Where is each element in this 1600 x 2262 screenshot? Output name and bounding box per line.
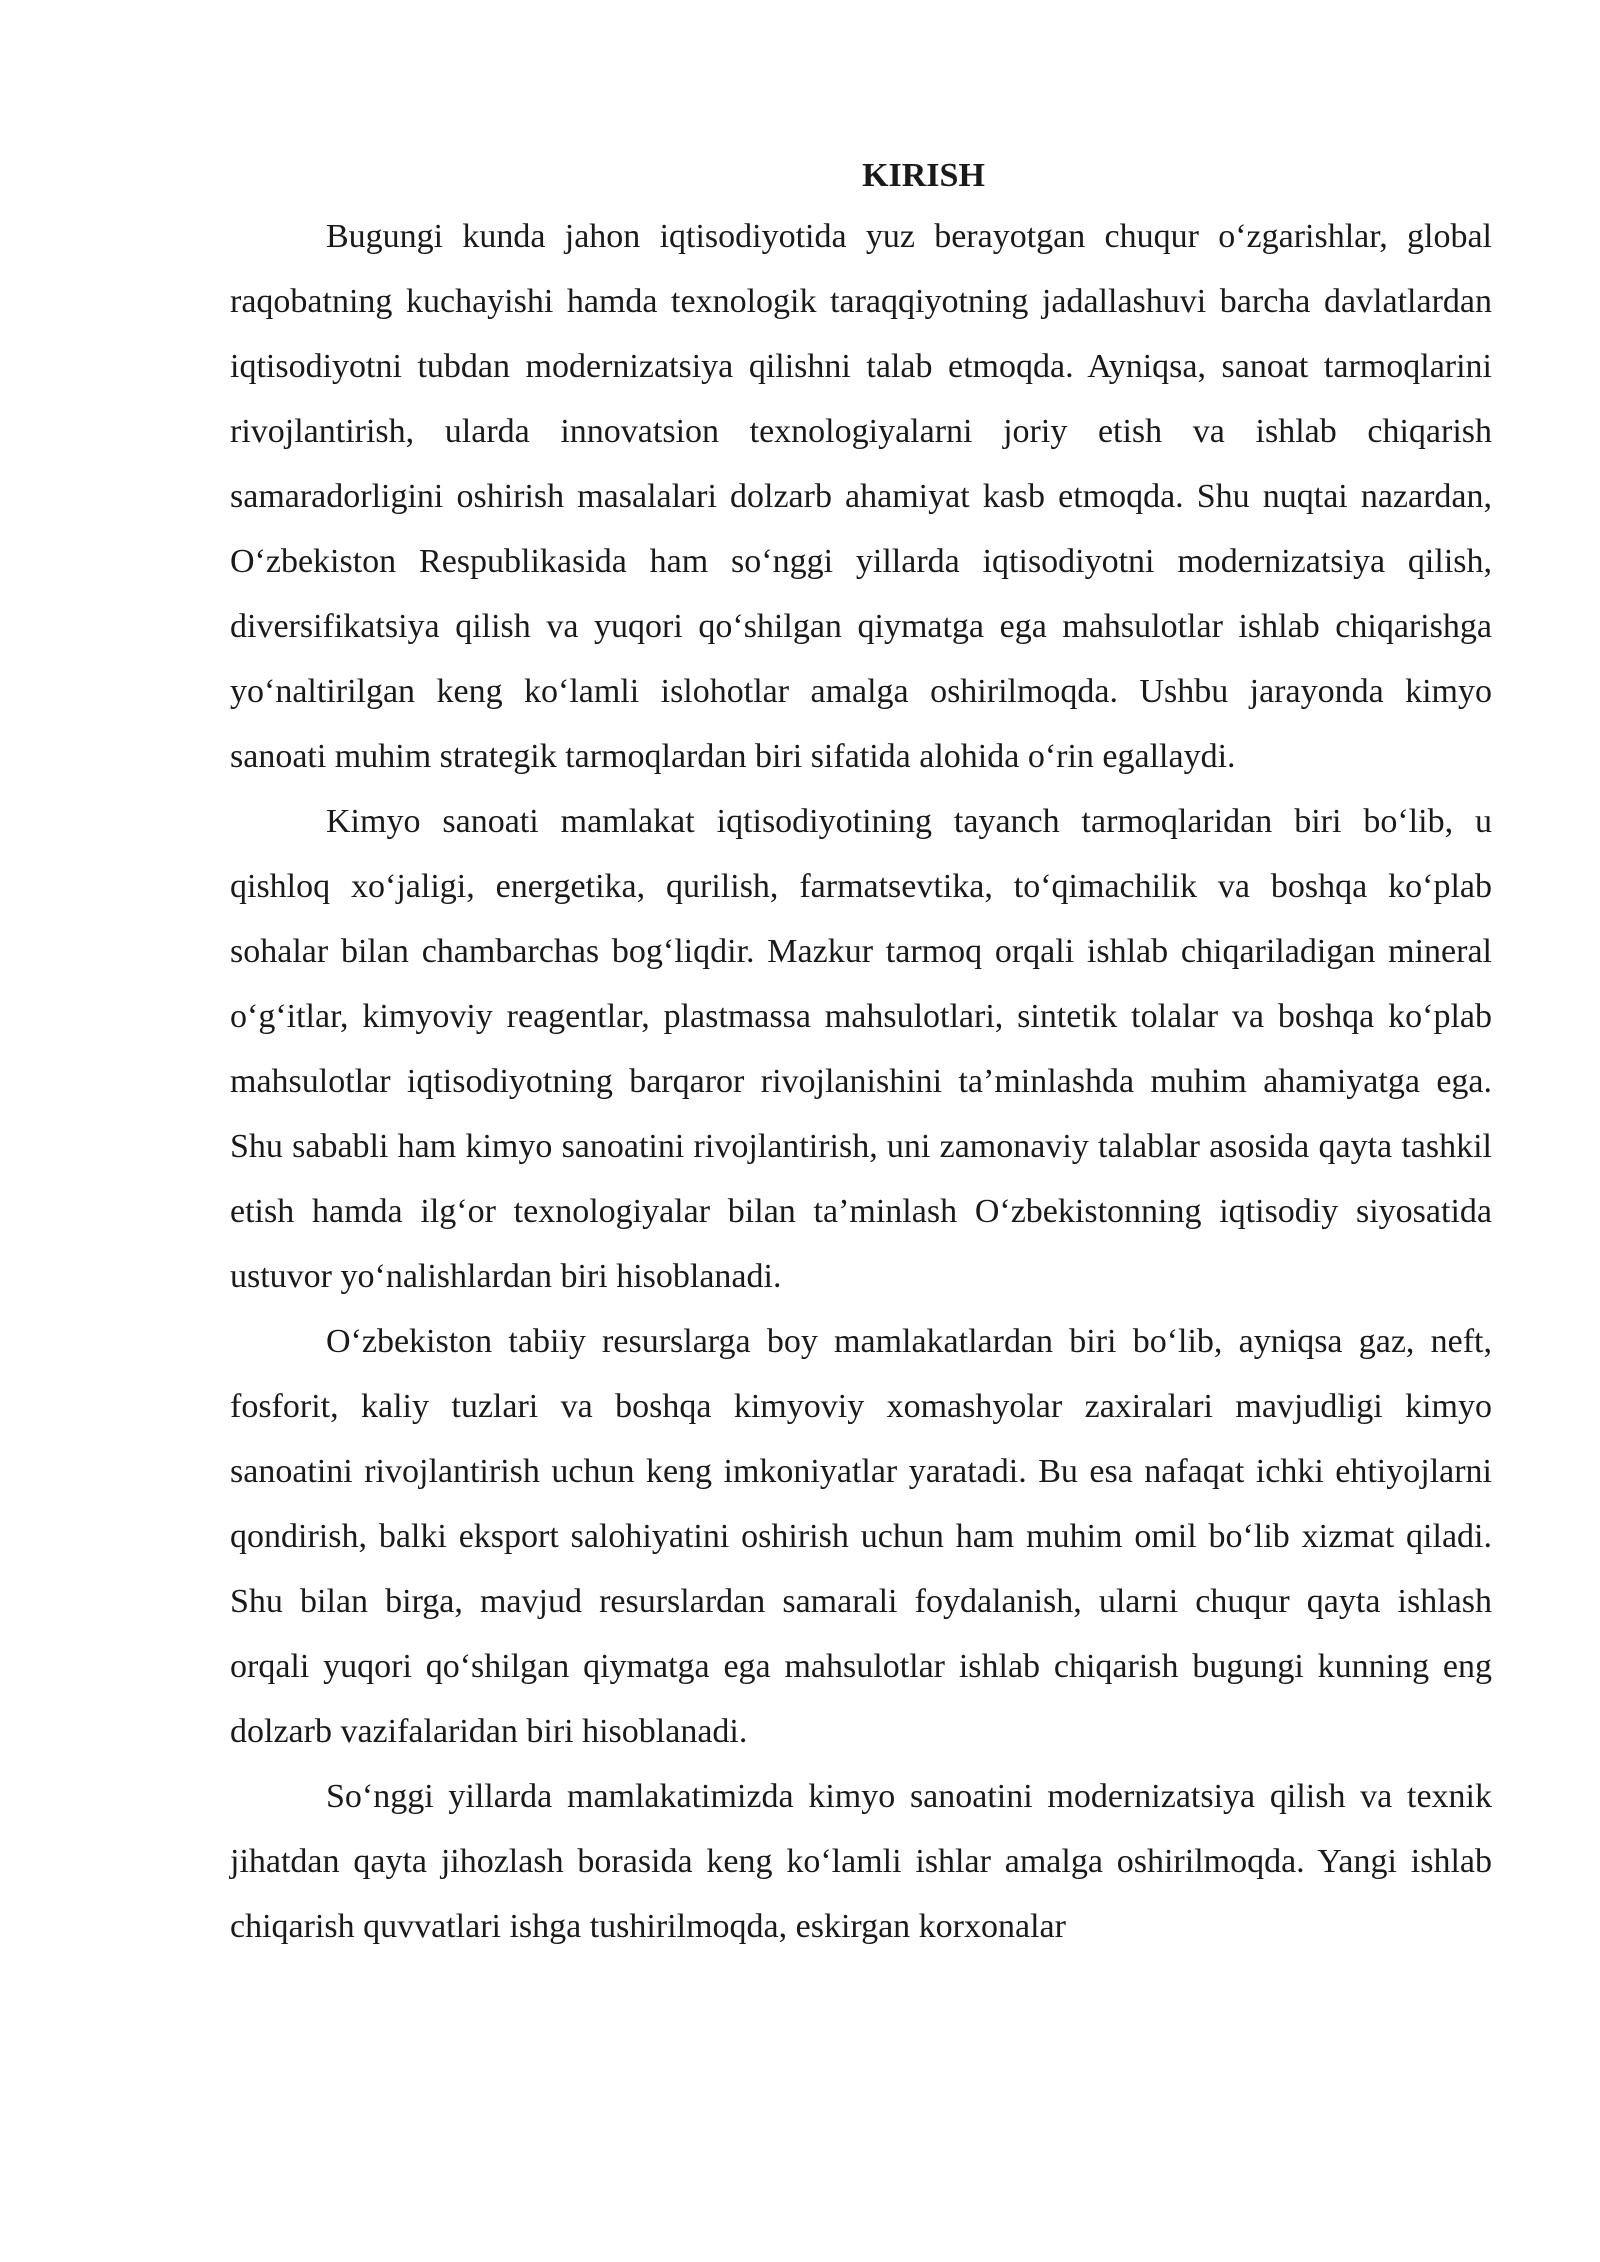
paragraph-1: Bugungi kunda jahon iqtisodiyotida yuz berayotgan chuqur o‘zgarishlar, global raqobatning kuchayishi hamda texnologik taraqqiyotning jadallashuvi barcha davlatlardan iqtisodiyotni tubdan modernizatsiya qilishni talab etmoqda. Ayniqsa, sanoat tarmoqlarini rivojlantirish, ularda innovatsion texnologiyalarni joriy etish va ishlab chiqarish samaradorligini oshirish masalalari dolzarb ahamiyat kasb etmoqda. Shu nuqtai nazardan, O‘zbekiston Respublikasida ham so‘nggi yillarda iqtisodiyotni modernizatsiya qilish, diversifikatsiya qilish va yuqori qo‘shilgan qiymatga ega mahsulotlar ishlab chiqarishga yo‘naltirilgan keng ko‘lamli islohotlar amalga oshirilmoqda. Ushbu jarayonda kimyo sanoati muhim strategik tarmoqlardan biri sifatida alohida o‘rin egallaydi. — [230, 218, 1492, 775]
document-body — [230, 148, 1492, 1959]
paragraph-2: Kimyo sanoati mamlakat iqtisodiyotining tayanch tarmoqlaridan biri bo‘lib, u qishloq xo‘jaligi, energetika, qurilish, farmatsevtika, to‘qimachilik va boshqa ko‘plab sohalar bilan chambarchas bog‘liqdir. Mazkur tarmoq orqali ishlab chiqariladigan mineral o‘g‘itlar, kimyoviy reagentlar, plastmassa mahsulotlari, sintetik tolalar va boshqa ko‘plab mahsulotlar iqtisodiyotning barqaror rivojlanishini ta’minlashda muhim ahamiyatga ega. Shu sababli ham kimyo sanoatini rivojlantirish, uni zamonaviy talablar asosida qayta tashkil etish hamda ilg‘or texnologiyalar bilan ta’minlash O‘zbekistonning iqtisodiy siyosatida ustuvor yo‘nalishlardan biri hisoblanadi. — [230, 803, 1492, 1295]
paragraph-3: O‘zbekiston tabiiy resurslarga boy mamlakatlardan biri bo‘lib, ayniqsa gaz, neft, fosforit, kaliy tuzlari va boshqa kimyoviy xomashyolar zaxiralari mavjudligi kimyo sanoatini rivojlantirish uchun keng imkoniyatlar yaratadi. Bu esa nafaqat ichki ehtiyojlarni qondirish, balki eksport salohiyatini oshirish uchun ham muhim omil bo‘lib xizmat qiladi. Shu bilan birga, mavjud resurslardan samarali foydalanish, ularni chuqur qayta ishlash orqali yuqori qo‘shilgan qiymatga ega mahsulotlar ishlab chiqarish bugungi kunning eng dolzarb vazifalaridan biri hisoblanadi. — [230, 1323, 1492, 1750]
paragraph-4: So‘nggi yillarda mamlakatimizda kimyo sanoatini modernizatsiya qilish va texnik jihatdan qayta jihozlash borasida keng ko‘lamli ishlar amalga oshirilmoqda. Yangi ishlab chiqarish quvvatlari ishga tushirilmoqda, eskirgan korxonalar — [230, 1778, 1492, 1945]
section-title: KIRISH — [862, 157, 985, 194]
